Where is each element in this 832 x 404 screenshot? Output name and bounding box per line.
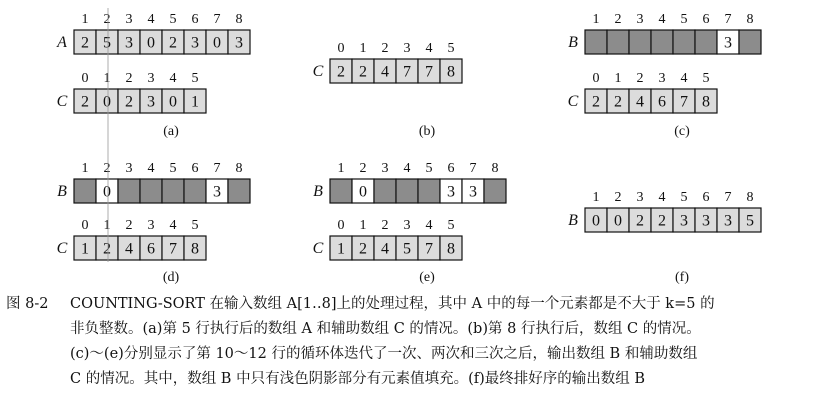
array-name: C <box>56 240 68 257</box>
array-cell-value: 4 <box>636 93 644 111</box>
panel-d <box>57 161 250 285</box>
array-cell-value: 5 <box>746 212 754 230</box>
array-cell-value: 0 <box>359 183 367 201</box>
array-cell-value: 7 <box>680 93 688 111</box>
array-index: 2 <box>381 218 389 233</box>
panel-c <box>568 12 761 139</box>
array-cell-value: 3 <box>125 34 133 52</box>
panel-label: (b) <box>418 124 436 139</box>
caption-line: (c)～(e)分别显示了第 10～12 行的循环体迭代了一次、两次和三次之后，输出数组 B 和辅助数组 <box>70 346 698 362</box>
array-cell-value: 2 <box>636 212 644 230</box>
array-cell-value: 6 <box>147 240 155 258</box>
array-cell <box>695 30 717 54</box>
panel-a <box>56 12 250 139</box>
array-cell-value: 7 <box>403 63 411 81</box>
array-cell <box>118 179 140 203</box>
array-index: 5 <box>169 12 177 27</box>
array-cell-value: 4 <box>381 240 389 258</box>
array-index: 5 <box>169 161 177 176</box>
array-index: 5 <box>680 12 688 27</box>
array-index: 0 <box>592 71 600 86</box>
array-index: 2 <box>381 41 389 56</box>
array-index: 4 <box>147 12 155 27</box>
array-index: 1 <box>359 218 367 233</box>
panel-label: (e) <box>419 270 435 285</box>
array-index: 3 <box>403 41 411 56</box>
array-index: 3 <box>381 161 389 176</box>
array-index: 4 <box>403 161 411 176</box>
array-index: 1 <box>337 161 345 176</box>
array-index: 6 <box>191 12 199 27</box>
array-name: C <box>312 240 324 257</box>
array-cell-value: 8 <box>447 63 455 81</box>
array-cell-value: 7 <box>169 240 177 258</box>
array-cell-value: 0 <box>614 212 622 230</box>
array-cell-value: 2 <box>81 34 89 52</box>
array-cell-value: 2 <box>592 93 600 111</box>
array-index: 2 <box>103 12 111 27</box>
array-index: 4 <box>425 218 433 233</box>
array-cell-value: 1 <box>191 93 199 111</box>
array-index: 8 <box>235 12 243 27</box>
array-cell <box>140 179 162 203</box>
array-index: 0 <box>337 41 345 56</box>
array-index: 2 <box>359 161 367 176</box>
array-name: C <box>56 93 68 110</box>
array-cell-value: 2 <box>169 34 177 52</box>
array-cell-value: 1 <box>81 240 89 258</box>
array-cell-value: 0 <box>103 93 111 111</box>
array-index: 1 <box>614 71 622 86</box>
array-cell-value: 3 <box>680 212 688 230</box>
array-cell-value: 3 <box>702 212 710 230</box>
array-index: 2 <box>125 71 133 86</box>
array-cell-value: 8 <box>702 93 710 111</box>
array-cell-value: 2 <box>614 93 622 111</box>
array-index: 5 <box>702 71 710 86</box>
array-index: 7 <box>724 12 732 27</box>
array-cell-value: 2 <box>125 93 133 111</box>
array-index: 3 <box>125 12 133 27</box>
array-cell-value: 7 <box>425 63 433 81</box>
array-index: 5 <box>425 161 433 176</box>
array-cell <box>330 179 352 203</box>
array-index: 3 <box>636 12 644 27</box>
array-cell-value: 3 <box>213 183 221 201</box>
array-index: 6 <box>702 12 710 27</box>
array-index: 3 <box>403 218 411 233</box>
caption-line: 非负整数。(a)第 5 行执行后的数组 A 和辅助数组 C 的情况。(b)第 8 行执行后，数组 C 的情况。 <box>70 321 701 337</box>
array-index: 1 <box>359 41 367 56</box>
array-name: A <box>57 34 67 51</box>
array-index: 1 <box>592 190 600 205</box>
array-cell-value: 0 <box>147 34 155 52</box>
array-index: 4 <box>169 218 177 233</box>
panel-f <box>568 190 761 285</box>
array-name: C <box>312 63 324 80</box>
array-index: 7 <box>213 12 221 27</box>
array-cell-value: 3 <box>724 34 732 52</box>
array-index: 3 <box>125 161 133 176</box>
array-index: 1 <box>103 218 111 233</box>
array-cell <box>607 30 629 54</box>
array-cell-value: 4 <box>125 240 133 258</box>
panel-label: (a) <box>163 124 179 139</box>
array-index: 2 <box>636 71 644 86</box>
array-index: 6 <box>447 161 455 176</box>
array-cell-value: 8 <box>447 240 455 258</box>
array-index: 1 <box>592 12 600 27</box>
array-cell <box>228 179 250 203</box>
array-cell-value: 2 <box>359 63 367 81</box>
array-cell-value: 3 <box>447 183 455 201</box>
array-name: B <box>568 212 578 229</box>
array-cell-value: 2 <box>337 63 345 81</box>
array-cell <box>629 30 651 54</box>
array-index: 3 <box>636 190 644 205</box>
array-cell <box>418 179 440 203</box>
array-cell-value: 5 <box>403 240 411 258</box>
array-cell-value: 2 <box>81 93 89 111</box>
array-index: 2 <box>614 12 622 27</box>
array-cell-value: 7 <box>425 240 433 258</box>
array-cell <box>74 179 96 203</box>
array-cell-value: 3 <box>147 93 155 111</box>
array-index: 7 <box>213 161 221 176</box>
array-index: 4 <box>658 190 666 205</box>
array-name: B <box>313 183 323 200</box>
array-index: 5 <box>447 218 455 233</box>
array-index: 6 <box>191 161 199 176</box>
array-index: 7 <box>724 190 732 205</box>
array-cell <box>484 179 506 203</box>
array-index: 0 <box>337 218 345 233</box>
array-index: 5 <box>680 190 688 205</box>
array-cell <box>184 179 206 203</box>
array-index: 8 <box>235 161 243 176</box>
panel-b <box>313 41 462 139</box>
array-cell <box>374 179 396 203</box>
array-index: 0 <box>81 71 89 86</box>
array-index: 8 <box>746 12 754 27</box>
array-index: 2 <box>614 190 622 205</box>
array-index: 7 <box>469 161 477 176</box>
array-cell-value: 0 <box>213 34 221 52</box>
array-index: 4 <box>658 12 666 27</box>
caption-line: C 的情况。其中，数组 B 中只有浅色阴影部分有元素值填充。(f)最终排好序的输出数组 B <box>70 371 646 387</box>
array-cell-value: 3 <box>191 34 199 52</box>
array-cell-value: 6 <box>658 93 666 111</box>
array-cell-value: 4 <box>381 63 389 81</box>
array-cell-value: 1 <box>337 240 345 258</box>
array-cell-value: 5 <box>103 34 111 52</box>
array-cell <box>585 30 607 54</box>
array-index: 1 <box>81 12 89 27</box>
array-name: B <box>568 34 578 51</box>
array-name: B <box>57 183 67 200</box>
array-cell-value: 3 <box>724 212 732 230</box>
array-cell <box>673 30 695 54</box>
array-cell <box>739 30 761 54</box>
array-cell <box>162 179 184 203</box>
array-index: 2 <box>125 218 133 233</box>
array-index: 3 <box>147 71 155 86</box>
array-index: 5 <box>191 71 199 86</box>
array-index: 8 <box>746 190 754 205</box>
array-cell-value: 2 <box>103 240 111 258</box>
array-index: 4 <box>169 71 177 86</box>
caption-line: COUNTING-SORT 在输入数组 A[1‥8]上的处理过程，其中 A 中的每一个元素都是不大于 k=5 的 <box>70 296 715 312</box>
panel-label: (d) <box>162 270 180 285</box>
array-index: 1 <box>103 71 111 86</box>
array-index: 5 <box>447 41 455 56</box>
panel-label: (f) <box>675 270 689 285</box>
array-cell-value: 2 <box>359 240 367 258</box>
array-cell-value: 3 <box>235 34 243 52</box>
array-index: 3 <box>147 218 155 233</box>
array-index: 0 <box>81 218 89 233</box>
array-index: 2 <box>103 161 111 176</box>
array-index: 3 <box>658 71 666 86</box>
array-cell-value: 8 <box>191 240 199 258</box>
panel-e <box>313 161 506 285</box>
array-index: 4 <box>680 71 688 86</box>
array-cell-value: 0 <box>103 183 111 201</box>
array-index: 6 <box>702 190 710 205</box>
array-index: 4 <box>425 41 433 56</box>
array-cell-value: 0 <box>592 212 600 230</box>
array-cell <box>651 30 673 54</box>
array-cell-value: 2 <box>658 212 666 230</box>
array-cell-value: 0 <box>169 93 177 111</box>
panel-label: (c) <box>674 124 690 139</box>
array-index: 4 <box>147 161 155 176</box>
caption-label: 图 8-2 <box>6 296 49 312</box>
array-index: 5 <box>191 218 199 233</box>
array-index: 8 <box>491 161 499 176</box>
array-name: C <box>567 93 579 110</box>
array-cell <box>396 179 418 203</box>
array-cell-value: 3 <box>469 183 477 201</box>
array-index: 1 <box>81 161 89 176</box>
